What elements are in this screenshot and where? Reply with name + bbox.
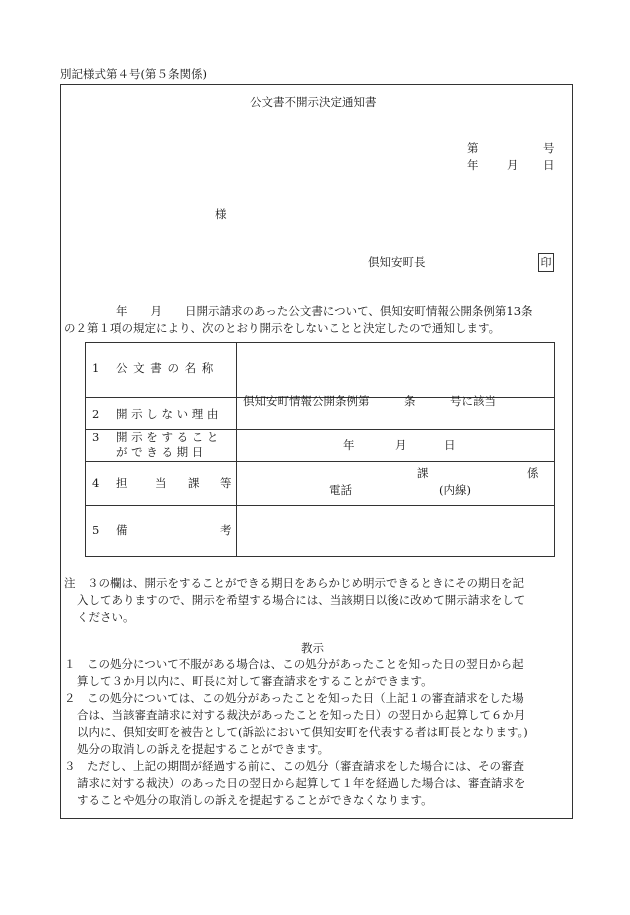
row4-ka: 課 — [417, 466, 429, 480]
kyoji-item2-line2: 合は、当該審査請求に対する裁決があったことを知った日）の翌日から起算して６か月 — [77, 708, 526, 722]
row4-kakari: 係 — [527, 466, 539, 480]
row2-label: 開 示 し な い 理 由 — [116, 407, 219, 421]
row3-value-cell — [237, 430, 555, 462]
row3-month: 月 — [395, 438, 407, 452]
date-month: 月 — [507, 158, 519, 172]
issuer-name: 倶知安町長 — [368, 255, 426, 269]
row4-label-b: 当 — [155, 476, 167, 490]
row3-number: 3 — [92, 430, 100, 444]
row5-number: 5 — [92, 523, 100, 537]
seal-stamp: 印 — [538, 253, 554, 272]
row3-label-line1: 開 示 を す る こ と — [116, 430, 219, 444]
row5-value-cell — [237, 506, 555, 557]
row5-label-a: 備 — [116, 523, 128, 537]
date-year: 年 — [467, 158, 479, 172]
doc-number-go: 号 — [543, 141, 555, 155]
intro-line-1: 年 月 日開示請求のあった公文書について、倶知安町情報公開条例第13条 — [116, 304, 533, 318]
kyoji-item3-line1: ３ ただし、上記の期間が経過する前に、この処分（審査請求をした場合には、その審査 — [64, 759, 524, 773]
row4-label-d: 等 — [220, 476, 232, 490]
kyoji-item2-line3: 以内に、倶知安町を被告として(訴訟において倶知安町を代表する者は町長となります。) — [77, 725, 528, 739]
note-line-1: 注 ３の欄は、開示をすることができる期日をあらかじめ明示できるときにその期日を記 — [64, 576, 524, 590]
row3-label-line2: が で き る 期 日 — [116, 445, 204, 459]
addressee-sama: 様 — [215, 207, 227, 221]
row5-label-b: 考 — [220, 523, 232, 537]
row2-number: 2 — [92, 407, 100, 421]
kyoji-item2-line1: ２ この処分については、この処分があったことを知った日（上記１の審査請求をした場 — [64, 691, 524, 705]
row3-day: 日 — [444, 438, 456, 452]
row2-value: 倶知安町情報公開条例第 条 号に該当 — [243, 394, 496, 408]
row4-label-c: 課 — [188, 476, 200, 490]
note-line-3: ください。 — [77, 610, 135, 624]
row1-label: 公 文 書 の 名 称 — [116, 361, 215, 375]
row4-number: 4 — [92, 476, 100, 490]
row3-year: 年 — [343, 438, 355, 452]
row3-label-cell — [86, 430, 237, 462]
kyoji-item1-line1: １ この処分について不服がある場合は、この処分があったことを知った日の翌日から起 — [64, 657, 524, 671]
kyoji-item1-line2: 算して３か月以内に、町長に対して審査請求をすることができます。 — [77, 674, 433, 688]
row4-tel: 電話 — [329, 483, 352, 497]
intro-line-2: の２第１項の規定により、次のとおり開示をしないことと決定したので通知します。 — [64, 321, 501, 335]
row2-value-cell — [237, 394, 555, 430]
form-header: 別記様式第４号(第５条関係) — [60, 67, 207, 81]
note-line-2: 入してありますので、開示を希望する場合には、当該期日以後に改めて開示請求をして — [77, 593, 526, 607]
row4-naisen: (内線) — [439, 483, 471, 497]
info-table — [85, 342, 555, 557]
row4-label-cell — [86, 462, 237, 506]
row1-number: 1 — [92, 361, 100, 375]
kyoji-item2-line4: 処分の取消しの訴えを提起することができます。 — [77, 742, 330, 756]
row1-value-cell — [237, 343, 555, 398]
kyoji-item3-line3: することや処分の取消しの訴えを提起することができなくなります。 — [77, 793, 433, 807]
date-day: 日 — [543, 158, 555, 172]
row5-label-cell — [86, 506, 237, 557]
row1-label-cell — [86, 343, 237, 398]
document-title: 公文書不開示決定通知書 — [250, 95, 377, 109]
kyoji-item3-line2: 請求に対する裁決）のあった日の翌日から起算して１年を経過した場合は、審査請求を — [77, 776, 526, 790]
row2-label-cell — [86, 398, 237, 430]
kyoji-heading: 教示 — [301, 641, 324, 655]
row4-label-a: 担 — [116, 476, 128, 490]
row4-value-cell — [237, 462, 555, 506]
doc-number-dai: 第 — [467, 141, 479, 155]
